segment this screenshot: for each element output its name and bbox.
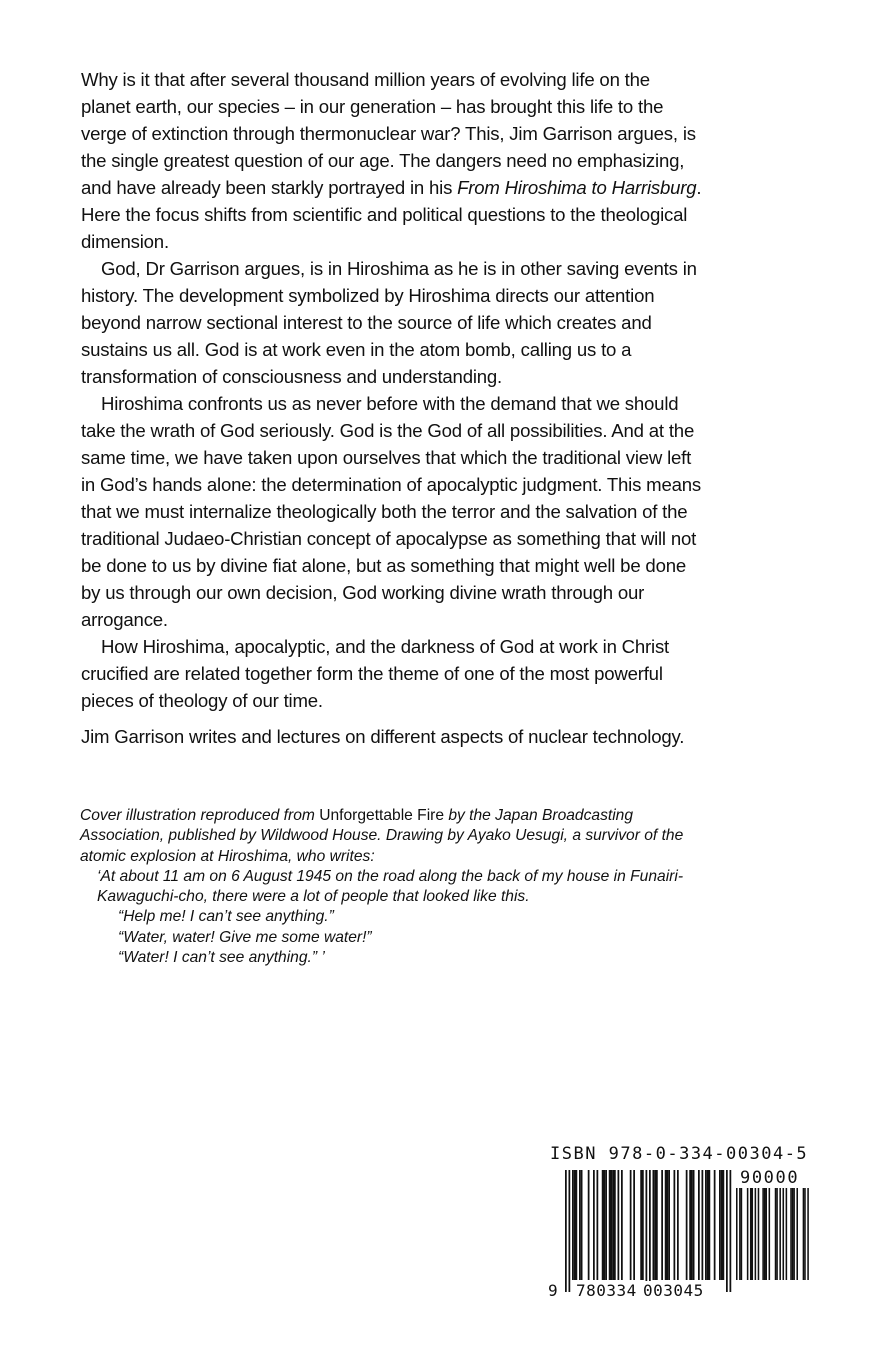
barcode-bar: [730, 1170, 732, 1292]
barcode-bar: [723, 1170, 725, 1280]
addon-bar: [769, 1188, 771, 1280]
blurb-paragraph-2: God, Dr Garrison argues, is in Hiroshima as he is in other saving events in history. The development symbolized by Hiroshima directs our attention beyond narrow sectional interest to the source of life which creates and sustains us all. God is at work even in the atom bomb, calling us to a transformation of consciousness and understanding.: [81, 258, 697, 387]
addon-bar: [786, 1188, 788, 1280]
barcode-bar: [653, 1170, 655, 1280]
ean-digit-first: 9: [548, 1281, 559, 1300]
barcode-bar: [588, 1170, 590, 1280]
addon-bar: [765, 1188, 767, 1280]
barcode-bar: [668, 1170, 670, 1280]
barcode-bar: [597, 1170, 599, 1280]
barcode-bar: [674, 1170, 676, 1280]
barcode-bar: [677, 1170, 679, 1280]
credit-text: Cover illustration reproduced from Unforgettable Fire by the Japan Broadcasting Association, published by Wildwood House. Drawing by Ayako Uesugi, a survivor of the atomic explosion at Hiroshima, who writes:: [80, 807, 684, 865]
barcode-bar: [579, 1170, 581, 1280]
addon-bar: [747, 1188, 749, 1280]
survivor-quote-line: “Water! I can’t see anything.” ’: [118, 949, 325, 967]
barcode-bars: [548, 1144, 820, 1304]
addon-bar: [739, 1188, 741, 1280]
barcode-bar: [661, 1170, 663, 1280]
barcode-bar: [667, 1170, 669, 1280]
barcode-bar: [640, 1170, 642, 1280]
barcode-bar: [656, 1170, 658, 1280]
ean-digits-left: 780334: [576, 1281, 637, 1300]
barcode-bar: [572, 1170, 574, 1280]
barcode-bar: [649, 1170, 651, 1292]
barcode-bar: [633, 1170, 635, 1280]
barcode-bar: [698, 1170, 700, 1280]
ean-digits-right: 003045: [643, 1281, 704, 1300]
addon-bar: [790, 1188, 792, 1280]
addon-bar: [803, 1188, 805, 1280]
price-code: 90000: [740, 1168, 800, 1188]
blurb-paragraph-3: Hiroshima confronts us as never before with the demand that we should take the wrath of God seriously. God is the God of all possibilities. And at the same time, we have taken upon ourselves that which the traditional view left in God’s hands alone: the determination of apocalyptic judgment. This means that we must internalize theologically both the terror and the salvation of the traditional Judaeo-Christian concept of apocalypse as something that will not be done to us by divine fiat alone, but as something that might well be done by us through our own decision, God working divine wrath through our arrogance.: [81, 393, 701, 630]
credit-book-title: Unforgettable Fire: [319, 807, 445, 824]
barcode-bar: [707, 1170, 709, 1280]
barcode-bar: [721, 1170, 723, 1280]
barcode-bar: [702, 1170, 704, 1280]
addon-bar: [755, 1188, 757, 1280]
barcode-bar: [569, 1170, 571, 1292]
barcode-bar: [719, 1170, 721, 1280]
barcode-bar: [705, 1170, 707, 1280]
barcode-bar: [604, 1170, 606, 1280]
barcode-bar: [593, 1170, 595, 1280]
barcode-bar: [602, 1170, 604, 1280]
survivor-quote-line: “Water, water! Give me some water!”: [118, 928, 372, 946]
addon-bar: [792, 1188, 794, 1280]
isbn-barcode: [548, 1144, 820, 1304]
barcode-bar: [605, 1170, 607, 1280]
book-title-reference: From Hiroshima to Harrisburg: [457, 177, 697, 198]
cover-illustration-credit: [80, 806, 720, 968]
addon-bar: [736, 1188, 738, 1280]
barcode-bar: [726, 1170, 728, 1292]
author-note: Jim Garrison writes and lectures on different aspects of nuclear technology.: [81, 726, 685, 747]
barcode-bar: [609, 1170, 611, 1280]
barcode-bar: [665, 1170, 667, 1280]
addon-bar: [783, 1188, 785, 1280]
blurb-paragraph-4: How Hiroshima, apocalyptic, and the darkness of God at work in Christ crucified are related together form the theme of one of the most powerful pieces of theology of our time.: [81, 636, 670, 711]
back-cover-blurb: [81, 66, 703, 750]
addon-bar: [741, 1188, 743, 1280]
isbn-label: ISBN 978-0-334-00304-5: [550, 1144, 809, 1164]
barcode-bar: [576, 1170, 578, 1280]
barcode-bar: [581, 1170, 583, 1280]
barcode-bar: [621, 1170, 623, 1280]
barcode-bar: [654, 1170, 656, 1280]
addon-bar: [764, 1188, 766, 1280]
addon-bar: [758, 1188, 760, 1280]
addon-bar: [775, 1188, 777, 1280]
barcode-bar: [693, 1170, 695, 1280]
addon-bar: [776, 1188, 778, 1280]
barcode-bar: [614, 1170, 616, 1280]
barcode-bar: [612, 1170, 614, 1280]
barcode-bar: [709, 1170, 711, 1280]
addon-bar: [779, 1188, 781, 1280]
survivor-quote: ‘At about 11 am on 6 August 1945 on the road along the back of my house in Funairi-Kawaguchi-cho, there were a lot of people that looked like this.: [97, 867, 684, 906]
blurb-paragraph-1: Why is it that after several thousand million years of evolving life on the planet earth, our species – in our generation – has brought this life to the verge of extinction through thermonuclear war? This, Jim Garrison argues, is the single greatest question of our age. The dangers need no emphasizing, and have already been starkly portrayed in his From Hiroshima to Harrisburg. Here the focus shifts from scientific and political questions to the theological dimension.: [81, 69, 702, 252]
addon-bar: [762, 1188, 764, 1280]
addon-bar: [796, 1188, 798, 1280]
barcode-bar: [630, 1170, 632, 1280]
barcode-bar: [689, 1170, 691, 1280]
survivor-quote-line: “Help me! I can’t see anything.”: [118, 908, 334, 926]
barcode-bar: [646, 1170, 648, 1292]
addon-bar: [804, 1188, 806, 1280]
addon-bar: [807, 1188, 809, 1280]
barcode-bar: [611, 1170, 613, 1280]
barcode-bar: [565, 1170, 567, 1292]
barcode-bar: [691, 1170, 693, 1280]
addon-bar: [750, 1188, 752, 1280]
addon-bar: [793, 1188, 795, 1280]
addon-bar: [752, 1188, 754, 1280]
barcode-bar: [642, 1170, 644, 1280]
barcode-bar: [574, 1170, 576, 1280]
barcode-bar: [686, 1170, 688, 1280]
barcode-bar: [714, 1170, 716, 1280]
barcode-bar: [618, 1170, 620, 1280]
